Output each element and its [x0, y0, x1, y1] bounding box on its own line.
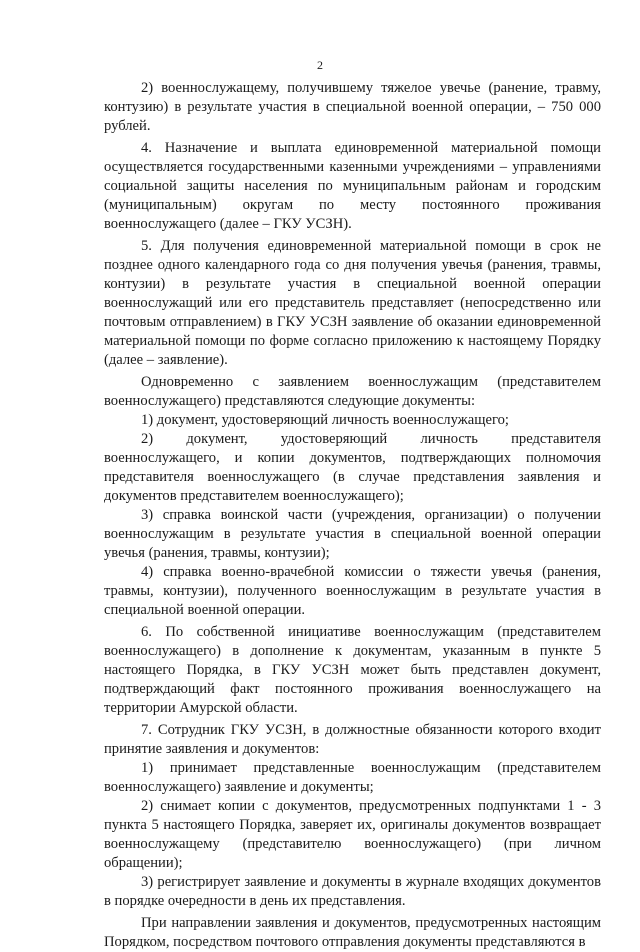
subitem-7-1: 1) принимает представленные военнослужащим (представителем военнослужащего) заявление и документы;	[104, 760, 601, 795]
paragraph-6: 6. По собственной инициативе военнослужащим (представителем военнослужащего) в дополнение к документам, указанным в пункте 5 настоящего Порядка, в ГКУ УСЗН может быть представлен документ, подтверждающий факт постоянного проживания военнослужащего на территории Амурской области.	[104, 624, 601, 716]
paragraph-documents-intro: Одновременно с заявлением военнослужащим (представителем военнослужащего) представляются следующие документы:	[104, 374, 601, 409]
paragraph-4: 4. Назначение и выплата единовременной материальной помощи осуществляется государственными казенными учреждениями – управлениями социальной защиты населения по муниципальным районам и городским (муниципальным) округам по месту постоянного проживания военнослужащего (далее – ГКУ УСЗН).	[104, 140, 601, 232]
subitem-7-2: 2) снимает копии с документов, предусмотренных подпунктами 1 - 3 пункта 5 настоящего Порядка, заверяет их, оригиналы документов возвращает военнослужащему (представителю военнослужащего) (при личном обращении);	[104, 798, 601, 871]
list-item-2: 2) документ, удостоверяющий личность представителя военнослужащего, и копии документов, подтверждающих полномочия представителя военнослужащего (в случае представления заявления и документов представителем военнослужащего);	[104, 431, 601, 504]
subitem-7-3: 3) регистрирует заявление и документы в журнале входящих документов в порядке очередности в день их представления.	[104, 874, 601, 909]
list-item-1: 1) документ, удостоверяющий личность военнослужащего;	[141, 412, 509, 428]
list-item-4: 4) справка военно-врачебной комиссии о тяжести увечья (ранения, травмы, контузии), полученного военнослужащим в результате участия в специальной военной операции.	[104, 564, 601, 618]
list-item-3: 3) справка воинской части (учреждения, организации) о получении военнослужащим в результате участия в специальной военной операции увечья (ранения, травмы, контузии);	[104, 507, 601, 561]
page-number: 2	[317, 58, 323, 72]
paragraph-postal: При направлении заявления и документов, предусмотренных настоящим Порядком, посредством почтового отправления документы представляются в	[104, 915, 601, 950]
paragraph-7: 7. Сотрудник ГКУ УСЗН, в должностные обязанности которого входит принятие заявления и документов:	[104, 722, 601, 757]
paragraph-3-2: 2) военнослужащему, получившему тяжелое увечье (ранение, травму, контузию) в результате участия в специальной военной операции, – 750 000 рублей.	[104, 80, 601, 134]
paragraph-5: 5. Для получения единовременной материальной помощи в срок не позднее одного календарного года со дня получения увечья (ранения, травмы, контузии) в результате участия в специальной военной операции военнослужащий или его представитель представляет (непосредственно или почтовым отправлением) в ГКУ УСЗН заявление об оказании единовременной материальной помощи по форме согласно приложению к настоящему Порядку (далее – заявление).	[104, 238, 601, 368]
document-body	[104, 79, 601, 952]
